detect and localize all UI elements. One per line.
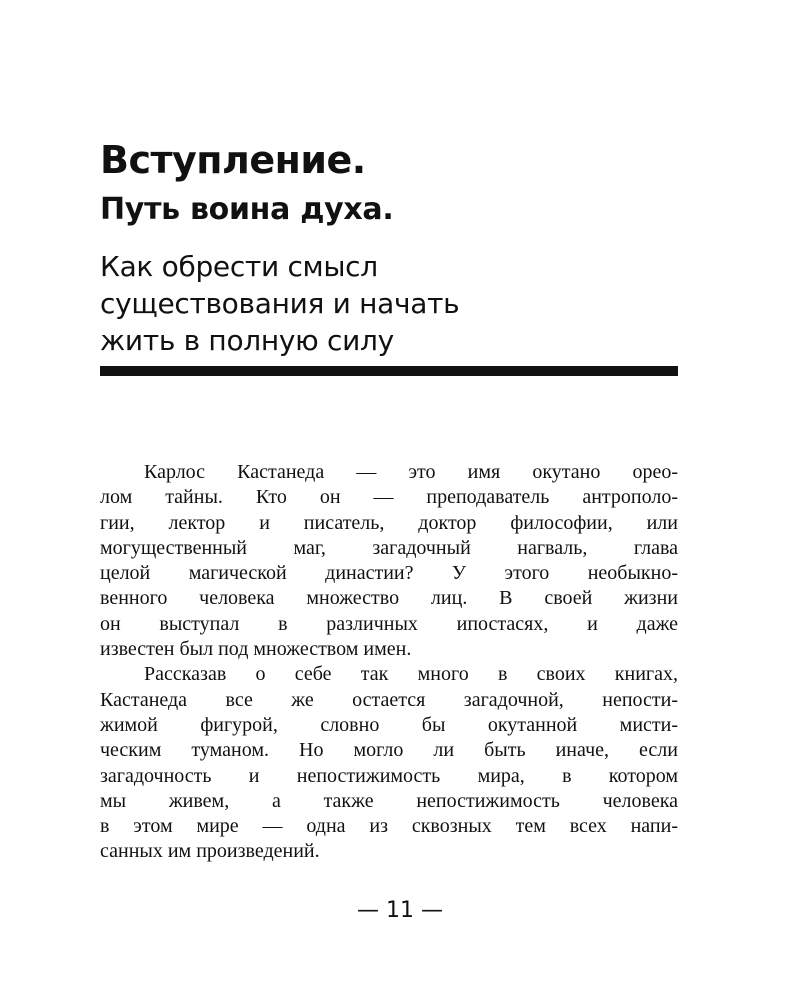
text-line: загадочность и непостижимость мира, в котором <box>100 764 678 787</box>
text-line: могущественный маг, загадочный нагваль, глава <box>100 536 678 559</box>
heading-divider <box>100 366 678 376</box>
chapter-title: Вступление. <box>100 138 366 182</box>
text-line: Кастанеда все же остается загадочной, непости- <box>100 688 678 711</box>
body-text <box>100 460 678 865</box>
text-line: целой магической династии? У этого необыкно- <box>100 562 678 585</box>
text-line: Рассказав о себе так много в своих книгах, <box>144 663 678 686</box>
paragraph <box>100 460 678 662</box>
paragraph <box>100 662 678 864</box>
text-line: он выступал в различных ипостасях, и даже <box>100 612 678 635</box>
page-number: — 11 — <box>357 898 443 923</box>
text-line: Карлос Кастанеда — это имя окутано орео- <box>144 461 678 483</box>
text-line: жимой фигурой, словно бы окутанной мисти- <box>100 713 678 736</box>
text-line: гии, лектор и писатель, доктор философии, или <box>100 511 678 534</box>
text-line: известен был под множеством имен. <box>100 638 412 661</box>
tagline-line: жить в полную силу <box>100 324 394 357</box>
text-line: мы живем, а также непостижимость человека <box>100 789 678 812</box>
text-line: санных им произведений. <box>100 840 320 863</box>
text-line: ческим туманом. Но могло ли быть иначе, если <box>100 739 678 762</box>
text-line: в этом мире — одна из сквозных тем всех напи- <box>100 815 678 838</box>
chapter-subtitle: Путь воина духа. <box>100 192 394 227</box>
tagline-line: Как обрести смысл <box>100 250 378 283</box>
chapter-tagline <box>100 248 459 359</box>
text-line: венного человека множество лиц. В своей жизни <box>100 587 678 610</box>
tagline-line: существования и начать <box>100 287 460 320</box>
text-line: лом тайны. Кто он — преподаватель антрополо- <box>100 486 678 509</box>
